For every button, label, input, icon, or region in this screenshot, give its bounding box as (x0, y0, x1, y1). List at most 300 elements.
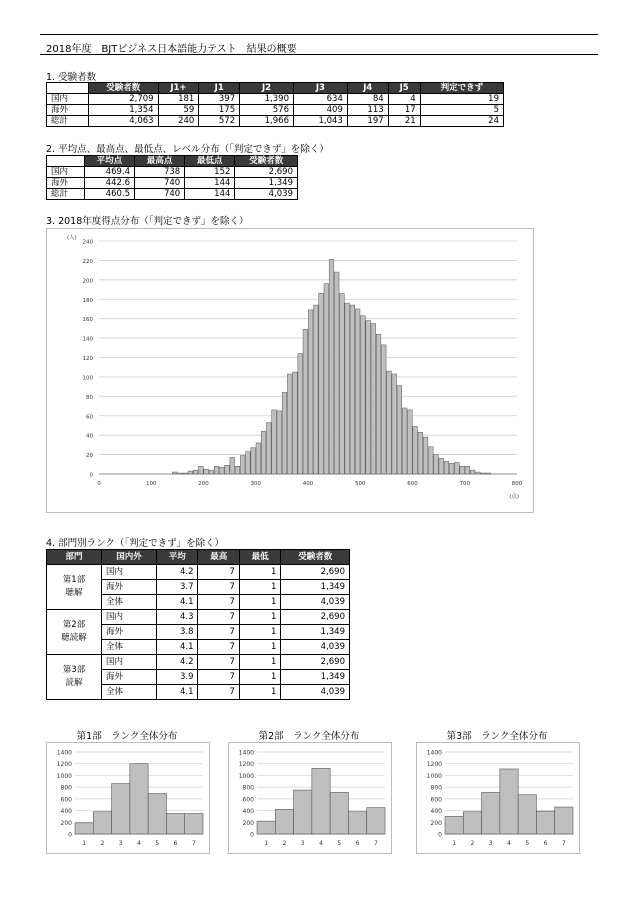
column-header: J1+ (158, 83, 199, 94)
histogram-bar (303, 329, 308, 474)
column-header: J1 (199, 83, 240, 94)
table-cell: 7 (198, 565, 239, 580)
y-axis-label: (人) (67, 235, 77, 241)
y-tick-label: 400 (60, 808, 72, 816)
column-header: J4 (347, 83, 388, 94)
table-cell: 152 (185, 167, 235, 178)
table-cell: 4.1 (157, 595, 198, 610)
table-cell: 442.6 (84, 178, 134, 189)
rank-distribution-chart-2 (228, 742, 392, 854)
table-row (47, 610, 350, 625)
mini-chart-svg-3 (417, 743, 579, 853)
histogram-bar (408, 410, 413, 474)
table-cell: 469.4 (84, 167, 134, 178)
histogram-bar (345, 303, 350, 474)
mini-chart-svg-1 (47, 743, 209, 853)
x-axis-label: (点) (509, 494, 519, 500)
x-tick-label: 800 (511, 481, 523, 487)
histogram-bar (455, 462, 460, 474)
table-cell: 7 (198, 655, 239, 670)
table-cell: 総計 (47, 189, 85, 200)
y-tick-label: 1400 (426, 749, 442, 757)
y-tick-label: 1400 (238, 749, 254, 757)
rank-bar (518, 795, 536, 834)
y-tick-label: 1200 (56, 761, 72, 769)
table-cell: 1 (239, 595, 280, 610)
x-tick-label: 7 (191, 840, 196, 847)
section-name-cell (47, 610, 102, 655)
column-header: J2 (240, 83, 294, 94)
table-cell: 19 (420, 94, 503, 105)
y-tick-label: 600 (60, 796, 72, 804)
x-tick-label: 3 (300, 840, 305, 847)
y-tick-label: 100 (82, 375, 93, 382)
histogram-bar (199, 466, 204, 474)
y-tick-label: 600 (430, 796, 442, 804)
table-cell: 国内 (47, 167, 85, 178)
column-header: J3 (293, 83, 347, 94)
rank-bar (555, 807, 573, 834)
table-cell: 4 (388, 94, 420, 105)
table-row (47, 167, 298, 178)
table-cell: 1 (239, 640, 280, 655)
x-tick-label: 700 (459, 481, 470, 487)
mini-chart-title-2: 第2部 ランク全体分布 (258, 731, 360, 742)
x-tick-label: 600 (407, 481, 418, 487)
rank-bar (185, 814, 203, 835)
y-tick-label: 200 (82, 278, 93, 285)
y-tick-label: 20 (86, 453, 93, 460)
table-cell: 国内 (102, 655, 157, 670)
section-name-cell (47, 655, 102, 700)
table-row (47, 565, 350, 580)
histogram-bar (204, 469, 209, 474)
section-rank-table (46, 549, 350, 700)
rank-bar (148, 794, 166, 834)
x-tick-label: 2 (470, 840, 475, 847)
table-cell: 409 (293, 105, 347, 116)
table-cell: 1 (239, 580, 280, 595)
histogram-bar (277, 411, 282, 474)
histogram-bar (188, 471, 193, 474)
y-tick-label: 1000 (56, 772, 72, 780)
table-cell: 1 (239, 565, 280, 580)
histogram-bar (219, 467, 224, 474)
table-cell: 総計 (47, 116, 89, 127)
mini-chart-svg-2 (229, 743, 391, 853)
histogram-bar (256, 443, 261, 474)
histogram-bar (193, 470, 198, 474)
rank-bar (130, 764, 148, 834)
histogram-bar (434, 455, 439, 474)
table-cell: 1,349 (281, 670, 350, 685)
table-cell: 2,709 (89, 94, 159, 105)
x-tick-label: 5 (337, 840, 342, 847)
table-cell: 460.5 (84, 189, 134, 200)
rank-bar (75, 823, 93, 834)
column-header: 平均点 (84, 156, 134, 167)
histogram-bar (476, 472, 481, 474)
y-tick-label: 160 (82, 317, 93, 324)
table-cell: 181 (158, 94, 199, 105)
x-tick-label: 1 (82, 840, 87, 847)
table-cell: 海外 (47, 178, 85, 189)
section-4-heading: 4. 部門別ランク（「判定できず」を除く） (46, 538, 225, 549)
rank-bar (348, 812, 366, 834)
column-header: 最低 (239, 550, 280, 565)
column-header: 部門 (47, 550, 102, 565)
table-cell: 1 (239, 625, 280, 640)
table-header-row (47, 83, 504, 94)
y-tick-label: 200 (242, 819, 254, 827)
table-header-row (47, 550, 350, 565)
table-cell: 2,690 (281, 610, 350, 625)
histogram-bar (251, 448, 256, 474)
column-header: 受験者数 (89, 83, 159, 94)
page-title: 2018年度 BJTビジネス日本語能力テスト 結果の概要 (46, 44, 297, 55)
table-cell: 4.2 (157, 565, 198, 580)
x-tick-label: 3 (118, 840, 123, 847)
histogram-bar (423, 437, 428, 474)
column-header: 国内外 (102, 550, 157, 565)
section-name: 第3部 (62, 665, 86, 675)
table-cell: 3.9 (157, 670, 198, 685)
rank-bar (463, 812, 481, 834)
rank-distribution-chart-3 (416, 742, 580, 854)
table-cell: 4,039 (281, 595, 350, 610)
table-cell: 全体 (102, 685, 157, 700)
table-cell: 2,690 (281, 655, 350, 670)
histogram-bar (350, 305, 355, 474)
table-cell: 7 (198, 640, 239, 655)
score-stats-table (46, 155, 298, 200)
mini-chart-title-3: 第3部 ランク全体分布 (446, 731, 548, 742)
table-cell: 1,390 (240, 94, 294, 105)
table-cell: 7 (198, 610, 239, 625)
column-header: 最高点 (135, 156, 185, 167)
table-cell: 海外 (102, 625, 157, 640)
table-row (47, 94, 504, 105)
histogram-bar (319, 293, 324, 474)
rank-bar (294, 790, 312, 834)
histogram-bar (413, 426, 418, 474)
examinee-count-table (46, 82, 504, 127)
table-cell: 240 (158, 116, 199, 127)
table-cell: 175 (199, 105, 240, 116)
x-tick-label: 2 (282, 840, 287, 847)
table-cell: 740 (135, 178, 185, 189)
histogram-bar (172, 472, 177, 474)
histogram-bar (272, 410, 277, 474)
histogram-bar (324, 284, 329, 474)
histogram-bar (235, 466, 240, 474)
histogram-bar (397, 386, 402, 474)
table-cell: 576 (240, 105, 294, 116)
y-tick-label: 0 (68, 831, 72, 839)
table-cell: 7 (198, 670, 239, 685)
y-tick-label: 0 (438, 831, 442, 839)
histogram-bar (340, 293, 345, 474)
table-cell: 2,690 (235, 167, 298, 178)
table-cell: 397 (199, 94, 240, 105)
histogram-bar (392, 374, 397, 474)
table-cell: 1,043 (293, 116, 347, 127)
table-cell: 3.8 (157, 625, 198, 640)
column-header: 判定できず (420, 83, 503, 94)
table-cell: 4,063 (89, 116, 159, 127)
x-tick-label: 2 (100, 840, 105, 847)
histogram-bar (267, 423, 272, 474)
section-name: 第1部 (62, 575, 86, 585)
histogram-bar (240, 456, 245, 474)
histogram-bar (261, 431, 266, 474)
table-cell: 24 (420, 116, 503, 127)
histogram-bar (334, 272, 339, 474)
rank-bar (500, 769, 518, 834)
table-cell: 144 (185, 189, 235, 200)
histogram-bar (428, 447, 433, 474)
section-skill: 聴解 (65, 588, 83, 598)
table-cell: 1 (239, 610, 280, 625)
table-cell: 572 (199, 116, 240, 127)
table-cell: 17 (388, 105, 420, 116)
table-cell: 1 (239, 685, 280, 700)
x-tick-label: 7 (561, 840, 566, 847)
table-cell: 5 (420, 105, 503, 116)
histogram-svg (47, 229, 533, 512)
histogram-bar (449, 463, 454, 474)
y-tick-label: 1200 (426, 761, 442, 769)
histogram-bar (376, 334, 381, 474)
histogram-bar (439, 458, 444, 474)
table-cell: 1 (239, 655, 280, 670)
y-tick-label: 120 (82, 356, 93, 362)
histogram-bar (361, 316, 366, 474)
rank-bar (445, 816, 463, 834)
table-cell: 84 (347, 94, 388, 105)
x-tick-label: 400 (302, 481, 314, 487)
table-cell: 7 (198, 595, 239, 610)
histogram-bar (214, 466, 219, 474)
rank-bar (93, 812, 111, 834)
rank-distribution-chart-1 (46, 742, 210, 854)
y-tick-label: 0 (89, 472, 93, 479)
x-tick-label: 0 (97, 481, 101, 487)
x-tick-label: 5 (525, 840, 530, 847)
histogram-bar (298, 354, 303, 474)
histogram-bar (355, 309, 360, 474)
y-tick-label: 180 (82, 297, 93, 304)
column-header: J5 (388, 83, 420, 94)
x-tick-label: 200 (198, 481, 209, 487)
table-cell: 144 (185, 178, 235, 189)
title-rule (40, 54, 598, 55)
table-cell: 4.1 (157, 685, 198, 700)
x-tick-label: 3 (488, 840, 493, 847)
table-cell: 1,354 (89, 105, 159, 116)
top-rule (40, 34, 598, 35)
table-row (47, 116, 504, 127)
section-skill: 読解 (65, 678, 83, 688)
table-cell: 4.2 (157, 655, 198, 670)
y-tick-label: 1200 (238, 761, 254, 769)
histogram-bar (381, 345, 386, 474)
histogram-bar (387, 371, 392, 474)
histogram-bar (460, 466, 465, 474)
table-cell: 7 (198, 625, 239, 640)
table-cell: 59 (158, 105, 199, 116)
rank-bar (257, 821, 275, 834)
histogram-bar (209, 470, 214, 474)
table-cell: 7 (198, 580, 239, 595)
histogram-bar (465, 466, 470, 474)
table-cell: 3.7 (157, 580, 198, 595)
column-header (47, 156, 85, 167)
table-row (47, 189, 298, 200)
histogram-bar (183, 473, 188, 474)
histogram-bar (246, 452, 251, 474)
table-cell: 113 (347, 105, 388, 116)
y-tick-label: 1000 (238, 772, 254, 780)
table-cell: 738 (135, 167, 185, 178)
histogram-bar (178, 473, 183, 474)
table-row (47, 105, 504, 116)
histogram-bar (481, 473, 486, 474)
section-1-heading: 1. 受験者数 (46, 72, 97, 83)
histogram-bar (314, 305, 319, 474)
histogram-bar (418, 432, 423, 474)
x-tick-label: 7 (373, 840, 378, 847)
column-header: 平均 (157, 550, 198, 565)
table-cell: 1,349 (235, 178, 298, 189)
table-row (47, 178, 298, 189)
section-3-heading: 3. 2018年度得点分布（「判定できず」を除く） (46, 216, 249, 227)
y-tick-label: 800 (60, 784, 72, 792)
x-tick-label: 4 (507, 840, 511, 847)
column-header: 受験者数 (235, 156, 298, 167)
y-tick-label: 800 (242, 784, 254, 792)
table-cell: 1,349 (281, 625, 350, 640)
y-tick-label: 200 (60, 819, 72, 827)
table-cell: 国内 (102, 565, 157, 580)
y-tick-label: 1000 (426, 772, 442, 780)
histogram-bar (329, 259, 334, 474)
x-tick-label: 6 (543, 840, 548, 847)
mini-chart-title-1: 第1部 ランク全体分布 (76, 731, 178, 742)
y-tick-label: 40 (86, 433, 93, 440)
column-header: 受験者数 (281, 550, 350, 565)
x-tick-label: 1 (264, 840, 269, 847)
table-cell: 海外 (102, 580, 157, 595)
table-cell: 2,690 (281, 565, 350, 580)
rank-bar (166, 814, 184, 835)
table-cell: 海外 (102, 670, 157, 685)
y-tick-label: 220 (82, 258, 93, 265)
table-cell: 4,039 (281, 685, 350, 700)
rank-bar (482, 792, 500, 834)
x-tick-label: 300 (250, 481, 261, 487)
histogram-bar (225, 465, 230, 474)
y-tick-label: 1400 (56, 749, 72, 757)
y-tick-label: 400 (430, 808, 442, 816)
rank-bar (330, 792, 348, 834)
x-tick-label: 5 (155, 840, 160, 847)
y-tick-label: 80 (86, 394, 93, 401)
histogram-bar (486, 473, 491, 474)
y-tick-label: 0 (250, 831, 254, 839)
table-cell: 197 (347, 116, 388, 127)
section-skill: 聴読解 (61, 633, 87, 643)
y-tick-label: 800 (430, 784, 442, 792)
table-cell: 全体 (102, 595, 157, 610)
x-tick-label: 100 (146, 481, 157, 487)
table-cell: 21 (388, 116, 420, 127)
x-tick-label: 500 (355, 481, 366, 487)
score-distribution-chart (46, 228, 534, 513)
table-cell: 1,349 (281, 580, 350, 595)
table-cell: 1,966 (240, 116, 294, 127)
table-cell: 4,039 (235, 189, 298, 200)
table-cell: 全体 (102, 640, 157, 655)
table-cell: 4.3 (157, 610, 198, 625)
histogram-bar (282, 392, 287, 474)
table-cell: 634 (293, 94, 347, 105)
histogram-bar (402, 408, 407, 474)
y-tick-label: 400 (242, 808, 254, 816)
table-cell: 国内 (102, 610, 157, 625)
table-cell: 4,039 (281, 640, 350, 655)
histogram-bar (293, 372, 298, 474)
rank-bar (275, 809, 293, 834)
x-tick-label: 4 (319, 840, 323, 847)
histogram-bar (444, 461, 449, 474)
table-row (47, 655, 350, 670)
table-cell: 7 (198, 685, 239, 700)
histogram-bar (371, 324, 376, 474)
histogram-bar (287, 374, 292, 474)
table-header-row (47, 156, 298, 167)
column-header: 最低点 (185, 156, 235, 167)
table-cell: 海外 (47, 105, 89, 116)
rank-bar (112, 784, 130, 834)
y-tick-label: 200 (430, 819, 442, 827)
column-header (47, 83, 89, 94)
section-name-cell (47, 565, 102, 610)
section-2-heading: 2. 平均点、最高点、最低点、レベル分布（「判定できず」を除く） (46, 144, 329, 155)
x-tick-label: 1 (452, 840, 457, 847)
table-cell: 740 (135, 189, 185, 200)
histogram-bar (308, 310, 313, 474)
histogram-bar (230, 457, 235, 474)
histogram-bar (366, 321, 371, 474)
section-name: 第2部 (62, 620, 86, 630)
column-header: 最高 (198, 550, 239, 565)
table-cell: 1 (239, 670, 280, 685)
x-tick-label: 6 (173, 840, 178, 847)
y-tick-label: 140 (82, 336, 93, 343)
histogram-bar (470, 470, 475, 474)
y-tick-label: 600 (242, 796, 254, 804)
rank-bar (312, 768, 330, 834)
y-tick-label: 60 (86, 414, 93, 421)
y-tick-label: 240 (82, 239, 93, 246)
rank-bar (536, 811, 554, 834)
table-cell: 4.1 (157, 640, 198, 655)
rank-bar (367, 808, 385, 834)
x-tick-label: 6 (355, 840, 360, 847)
x-tick-label: 4 (137, 840, 141, 847)
table-cell: 国内 (47, 94, 89, 105)
